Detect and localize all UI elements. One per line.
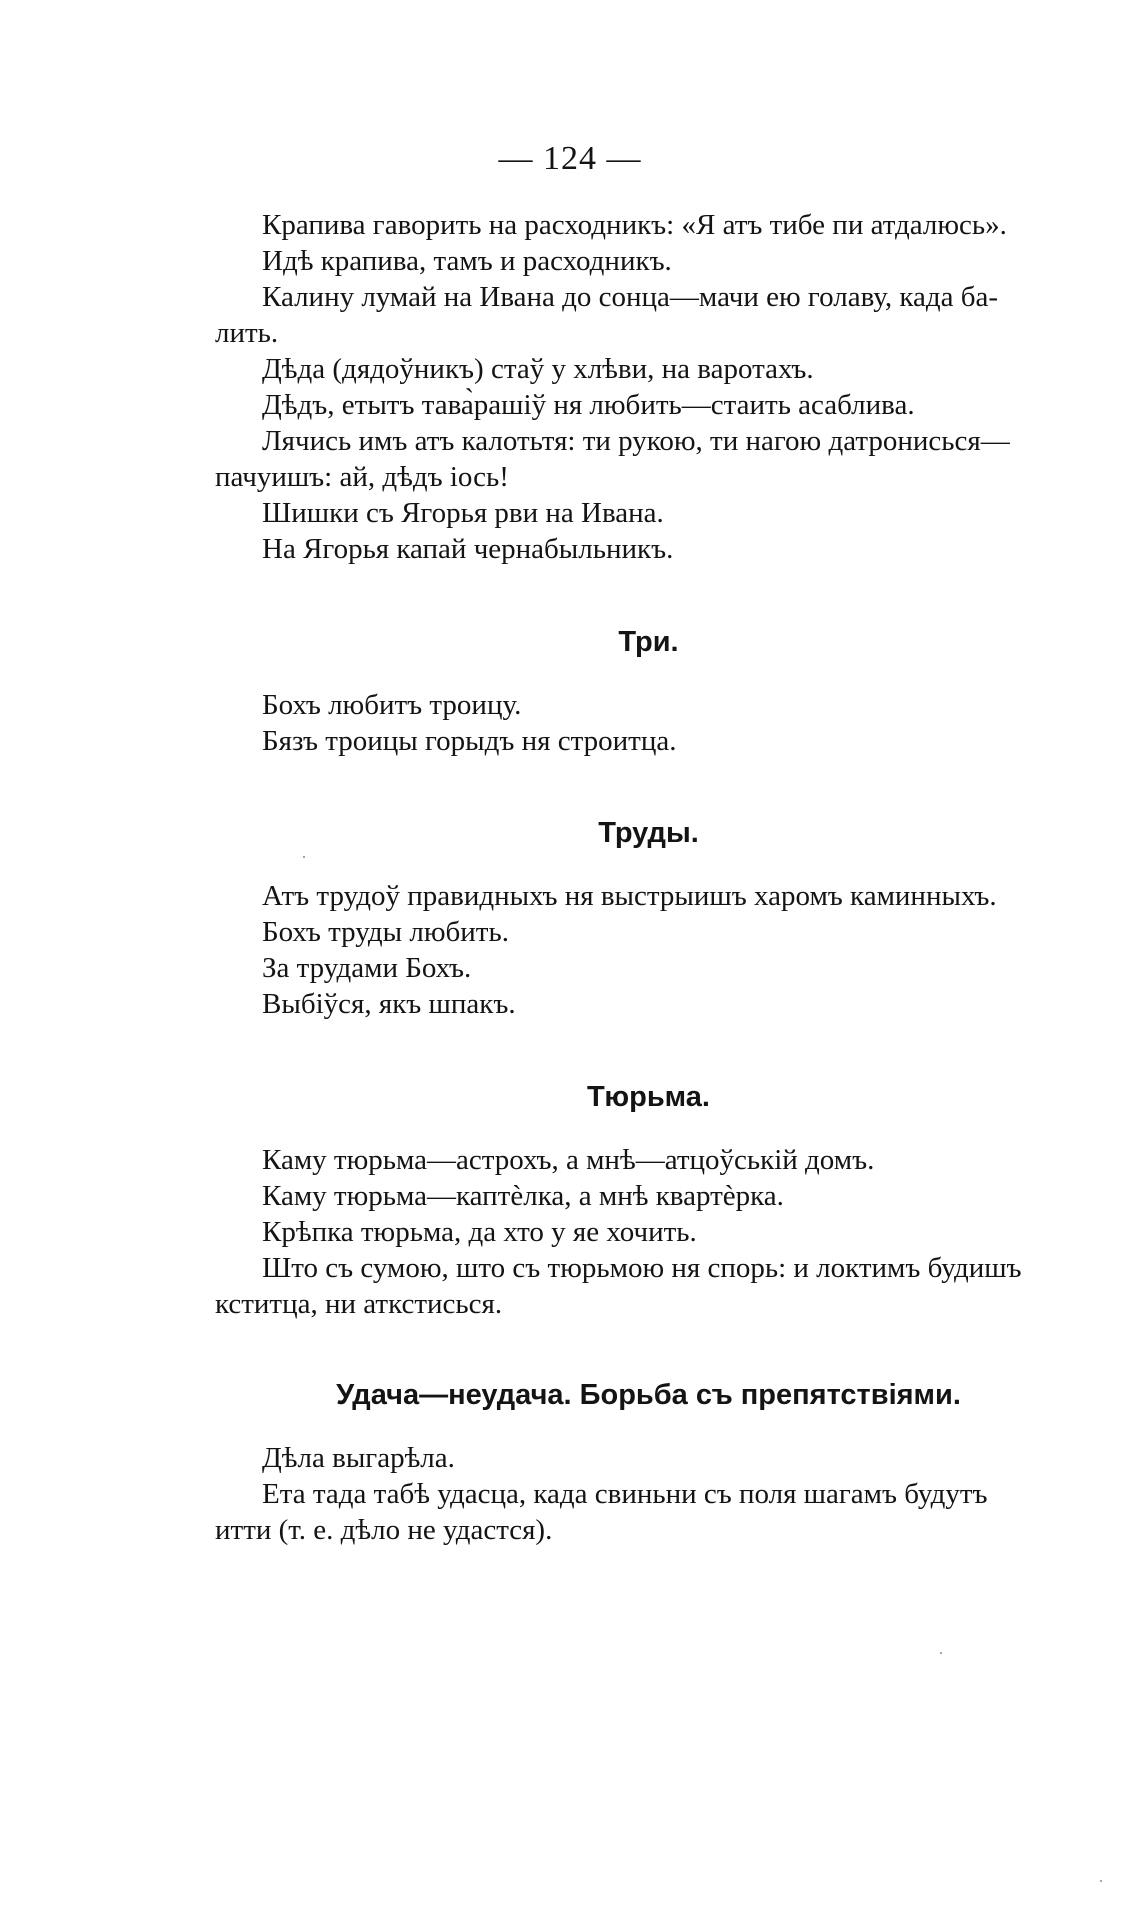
proverb (262, 1214, 1082, 1250)
section-heading: Три. (618, 626, 679, 658)
proverb-line: На Ягорья капай чернабыльникъ. (262, 533, 674, 565)
section-turma (215, 1079, 1082, 1322)
proverb-line: Што съ сумою, што съ тюрьмою ня спорь: и локтимъ будишъ (262, 1252, 1022, 1284)
section-trudy (262, 815, 1082, 1022)
proverb-line: Бохъ труды любить. (262, 916, 509, 948)
page-content (215, 207, 1082, 1548)
proverb (262, 207, 1082, 243)
proverb (262, 914, 1082, 950)
proverb-line-continuation: итти (т. е. дѣло не удастся). (215, 1514, 553, 1546)
section-heading: Труды. (598, 817, 699, 849)
proverb (262, 243, 1082, 279)
proverb-line: Лячись имъ атъ калотьтя: ти рукою, ти нагою датронисься— (262, 425, 1010, 457)
proverb-line: Идѣ крапива, тамъ и расходникъ. (262, 245, 672, 277)
proverb (262, 531, 1082, 567)
proverb (262, 986, 1082, 1022)
intro-block (215, 207, 1082, 567)
proverb (215, 1476, 1082, 1548)
proverb (262, 351, 1082, 387)
proverb (262, 1142, 1082, 1178)
proverb (262, 878, 1082, 914)
proverb (215, 1250, 1082, 1322)
print-speck (303, 856, 305, 858)
print-speck (940, 1652, 942, 1654)
proverb (215, 423, 1082, 495)
proverb-line: Крапива гаворить на расходникъ: «Я атъ тибе пи атдалюсь». (262, 209, 1007, 241)
proverb-line: Крѣпка тюрьма, да хто у яе хочить. (262, 1216, 697, 1248)
proverb-line-continuation: пачуишъ: ай, дѣдъ iось! (215, 461, 509, 493)
section-heading: Удача—неудача. Борьба съ препятствiями. (336, 1379, 961, 1411)
proverb-line: Атъ трудоў правидныхъ ня выстрыишъ харомъ каминныхъ. (262, 880, 997, 912)
proverb-line: Ета тада табѣ удасца, када свиньни съ поля шагамъ будутъ (262, 1478, 988, 1510)
proverb-line: Бязъ троицы горыдъ ня строитца. (262, 725, 677, 757)
page-number: — 124 — (498, 140, 642, 177)
proverb-line: Дѣдъ, етытъ тава̀рашiў ня любить—стаить асаблива. (262, 389, 915, 421)
proverb (262, 1178, 1082, 1214)
proverb-line-continuation: кститца, ни аткстисься. (215, 1288, 503, 1320)
proverb (262, 687, 1082, 723)
proverb-line: Калину лумай на Ивана до сонца—мачи ею голаву, када ба- (262, 281, 999, 313)
proverb-line: Каму тюрьма—астрохъ, а мнѣ—атцоўськiй домъ. (262, 1144, 875, 1176)
proverb-line: Каму тюрьма—каптѐлка, а мнѣ квартѐрка. (262, 1180, 784, 1212)
proverb-line-continuation: лить. (215, 317, 279, 349)
proverb (215, 279, 1082, 351)
proverb-line: Выбiўся, якъ шпакъ. (262, 988, 516, 1020)
proverb (262, 387, 1082, 423)
section-udacha (215, 1377, 1082, 1548)
proverb-line: Шишки съ Ягорья рви на Ивана. (262, 497, 664, 529)
proverb (262, 950, 1082, 986)
section-heading: Тюрьма. (587, 1081, 710, 1113)
proverb-line: Дѣла выгарѣла. (262, 1442, 455, 1474)
proverb-line: Дѣда (дядоўникъ) стаў у хлѣви, на варотахъ. (262, 353, 814, 385)
proverb (262, 723, 1082, 759)
proverb (262, 495, 1082, 531)
proverb-line: За трудами Бохъ. (262, 952, 472, 984)
proverb-line: Бохъ любитъ троицу. (262, 689, 522, 721)
proverb (262, 1440, 1082, 1476)
print-speck (1100, 1880, 1102, 1882)
section-tri (262, 624, 1082, 759)
